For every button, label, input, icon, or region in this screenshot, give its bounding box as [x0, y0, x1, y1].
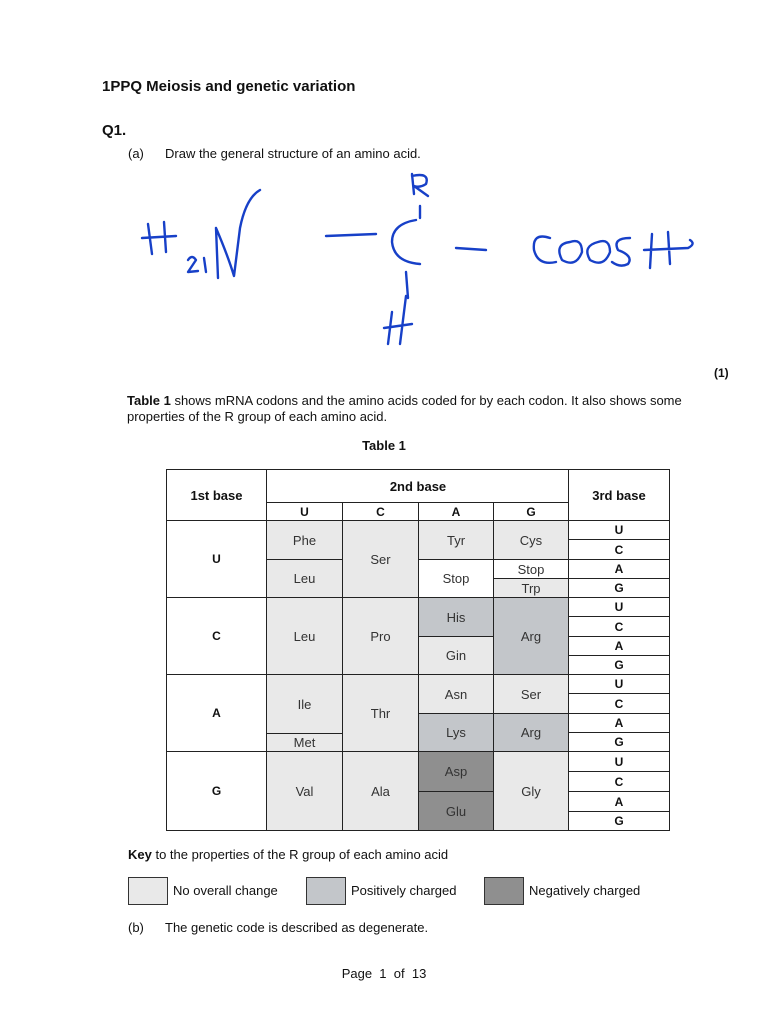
- hand-bond-bottom: [406, 272, 408, 298]
- third-base-g-1: G: [568, 578, 670, 598]
- table-intro-paragraph: [127, 393, 687, 425]
- third-base-a-3: A: [568, 713, 670, 733]
- handwritten-amino-acid-drawing: [130, 168, 710, 358]
- cell-stop-ua: Stop: [418, 559, 494, 598]
- footer-page-number: 1: [379, 966, 387, 981]
- cell-arg-a: Arg: [493, 713, 569, 752]
- first-base-u: U: [166, 520, 267, 598]
- key-label-no-change: No overall change: [173, 883, 278, 898]
- cell-val: Val: [266, 751, 343, 831]
- hand-c: [392, 220, 420, 264]
- third-base-a-1: A: [568, 559, 670, 579]
- third-base-g-4: G: [568, 811, 670, 831]
- part-b-text: The genetic code is described as degenerate.: [165, 920, 429, 935]
- footer-page-word: Page: [341, 966, 373, 981]
- intro-table-ref: Table 1: [127, 393, 171, 408]
- key-title: [128, 847, 448, 862]
- cell-asn: Asn: [418, 674, 494, 714]
- third-base-u-1: U: [568, 520, 670, 540]
- cell-thr: Thr: [342, 674, 419, 752]
- part-a-label: (a): [128, 146, 144, 161]
- cell-ser-a: Ser: [493, 674, 569, 714]
- codon-table: [166, 469, 670, 831]
- cell-ile: Ile: [266, 674, 343, 734]
- key-swatch-positive: [306, 877, 346, 905]
- third-base-u-2: U: [568, 597, 670, 617]
- second-base-c: C: [342, 502, 419, 521]
- hand-n: [216, 190, 260, 278]
- cell-lys: Lys: [418, 713, 494, 752]
- second-base-u: U: [266, 502, 343, 521]
- hand-bond-left: [326, 234, 376, 236]
- header-third-base: 3rd base: [568, 469, 670, 521]
- hand-h-bottom: [384, 296, 412, 344]
- hand-r: [412, 174, 428, 196]
- third-base-c-1: C: [568, 539, 670, 560]
- header-second-base: 2nd base: [266, 469, 570, 503]
- document-title: 1PPQ Meiosis and genetic variation: [102, 78, 356, 95]
- header-first-base: 1st base: [166, 469, 267, 521]
- footer-of-word: of: [393, 966, 405, 981]
- cell-asp: Asp: [418, 751, 494, 792]
- intro-text: shows mRNA codons and the amino acids coded for by each codon. It also shows some properties of the R group of each amino acid.: [127, 393, 682, 424]
- part-b-label: (b): [128, 920, 144, 935]
- key-title-text: to the properties of the R group of each amino acid: [151, 847, 449, 862]
- third-base-u-3: U: [568, 674, 670, 694]
- cell-met: Met: [266, 733, 343, 752]
- third-base-u-4: U: [568, 751, 670, 772]
- cell-his: His: [418, 597, 494, 637]
- third-base-c-2: C: [568, 616, 670, 637]
- cell-gin: Gin: [418, 636, 494, 675]
- cell-ala: Ala: [342, 751, 419, 831]
- hand-bond-right: [456, 248, 486, 250]
- cell-stop-ug: Stop: [493, 559, 569, 579]
- third-base-a-2: A: [568, 636, 670, 656]
- hand-h-left: [142, 222, 176, 254]
- cell-phe: Phe: [266, 520, 343, 560]
- key-swatch-negative: [484, 877, 524, 905]
- cell-gly: Gly: [493, 751, 569, 831]
- first-base-g: G: [166, 751, 267, 831]
- third-base-c-3: C: [568, 693, 670, 714]
- second-base-a: A: [418, 502, 494, 521]
- third-base-a-4: A: [568, 791, 670, 812]
- cell-trp: Trp: [493, 578, 569, 598]
- third-base-c-4: C: [568, 771, 670, 792]
- page-footer: [0, 966, 768, 981]
- cell-glu: Glu: [418, 791, 494, 831]
- first-base-c: C: [166, 597, 267, 675]
- first-base-a: A: [166, 674, 267, 752]
- third-base-g-3: G: [568, 732, 670, 752]
- key-label-positive: Positively charged: [351, 883, 457, 898]
- hand-cooh: [534, 232, 693, 268]
- cell-leu-c: Leu: [266, 597, 343, 675]
- key-title-bold: Key: [128, 847, 152, 862]
- question-number: Q1.: [102, 122, 127, 139]
- table-caption: Table 1: [362, 438, 406, 453]
- cell-cys: Cys: [493, 520, 569, 560]
- cell-ser-u: Ser: [342, 520, 419, 598]
- footer-page-total: 13: [411, 966, 427, 981]
- third-base-g-2: G: [568, 655, 670, 675]
- marks-indicator: (1): [714, 366, 729, 380]
- key-label-negative: Negatively charged: [529, 883, 641, 898]
- cell-pro: Pro: [342, 597, 419, 675]
- part-a-text: Draw the general structure of an amino acid.: [165, 146, 421, 161]
- key-swatch-no-change: [128, 877, 168, 905]
- hand-subscript: [188, 257, 206, 272]
- cell-leu-u: Leu: [266, 559, 343, 598]
- cell-tyr: Tyr: [418, 520, 494, 560]
- cell-arg-c: Arg: [493, 597, 569, 675]
- second-base-g: G: [493, 502, 569, 521]
